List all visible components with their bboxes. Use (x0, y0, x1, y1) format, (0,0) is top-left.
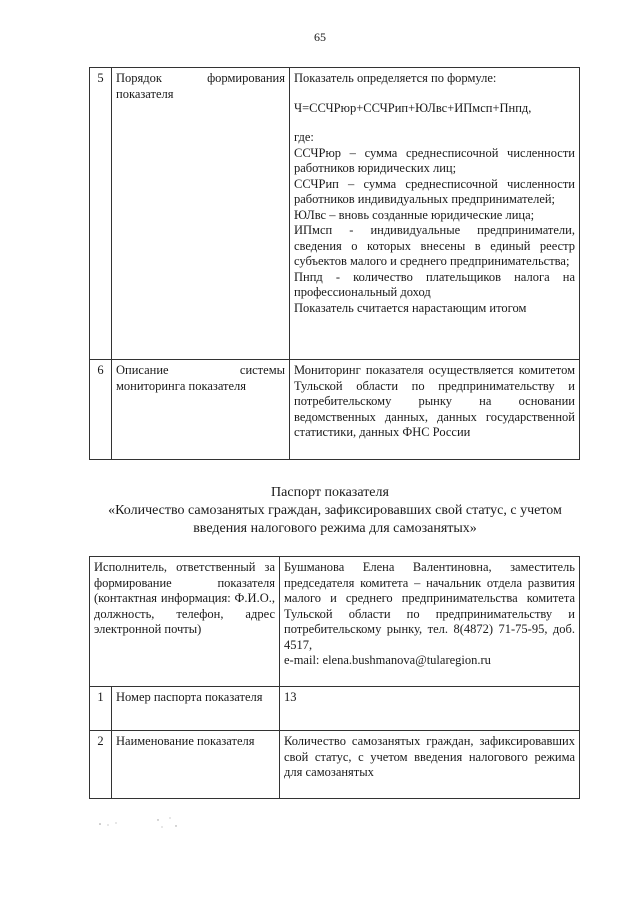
passport-subtitle: «Количество самозанятых граждан, зафиксировавших свой статус, с учетом введения налогового режима для самозанятых» (108, 503, 562, 536)
formula: Ч=ССЧРюр+ССЧРип+ЮЛвс+ИПмсп+Пнпд, (294, 100, 532, 115)
row-value: Количество самозанятых граждан, зафиксировавших свой статус, с учетом введения налогового режима для самозанятых (280, 731, 580, 799)
row-content (290, 68, 580, 360)
executor-value (280, 557, 580, 687)
passport-title: Паспорт показателя (271, 485, 389, 500)
row-label: Номер паспорта показателя (112, 687, 280, 731)
passport-table (89, 556, 580, 799)
row-label: Порядок формирования показателя (112, 68, 290, 360)
row-number: 6 (90, 360, 112, 460)
content-line: ССЧРюр – сумма среднесписочной численности работников юридических лиц; (294, 145, 575, 175)
scan-specks (96, 814, 216, 834)
row-number: 5 (90, 68, 112, 360)
table-row (90, 360, 580, 460)
content-line: Пнпд - количество плательщиков налога на профессиональный доход (294, 269, 575, 299)
indicator-table-1 (89, 67, 580, 460)
row-label: Наименование показателя (112, 731, 280, 799)
table-row (90, 687, 580, 731)
content-line: Показатель считается нарастающим итогом (294, 300, 527, 315)
executor-text: Бушманова Елена Валентиновна, заместитель председателя комитета – начальник отдела развития малого и среднего предпринимательства комитета Тульской области по предпринимательству и потребительскому рынку, тел. 8(4872) 71-75-95, доб. 4517, (284, 560, 575, 652)
executor-label: Исполнитель, ответственный за формирование показателя (контактная информация: Ф.И.О., должность, телефон, адрес электронной почты) (90, 557, 280, 687)
table-row (90, 731, 580, 799)
page-number: 65 (314, 30, 326, 44)
row-number: 1 (90, 687, 112, 731)
content-line: ИПмсп - индивидуальные предприниматели, сведения о которых внесены в единый реестр субъектов малого и среднего предпринимательства; (294, 223, 575, 268)
content-line: где: (294, 130, 314, 144)
table-row (90, 68, 580, 360)
executor-email: e-mail: elena.bushmanova@tularegion.ru (284, 653, 491, 667)
content-line: Показатель определяется по формуле: (294, 71, 497, 85)
row-content: Мониторинг показателя осуществляется комитетом Тульской области по предпринимательству и потребительскому рынку на основании ведомственных данных, данных государственной статистики, данных ФНС России (290, 360, 580, 460)
row-number: 2 (90, 731, 112, 799)
content-line: ССЧРип – сумма среднесписочной численности работников индивидуальных предпринимателей; (294, 176, 575, 206)
content-line: ЮЛвс – вновь созданные юридические лица; (294, 207, 535, 222)
row-label: Описание системы мониторинга показателя (112, 360, 290, 460)
table-row (90, 557, 580, 687)
row-value: 13 (280, 687, 580, 731)
